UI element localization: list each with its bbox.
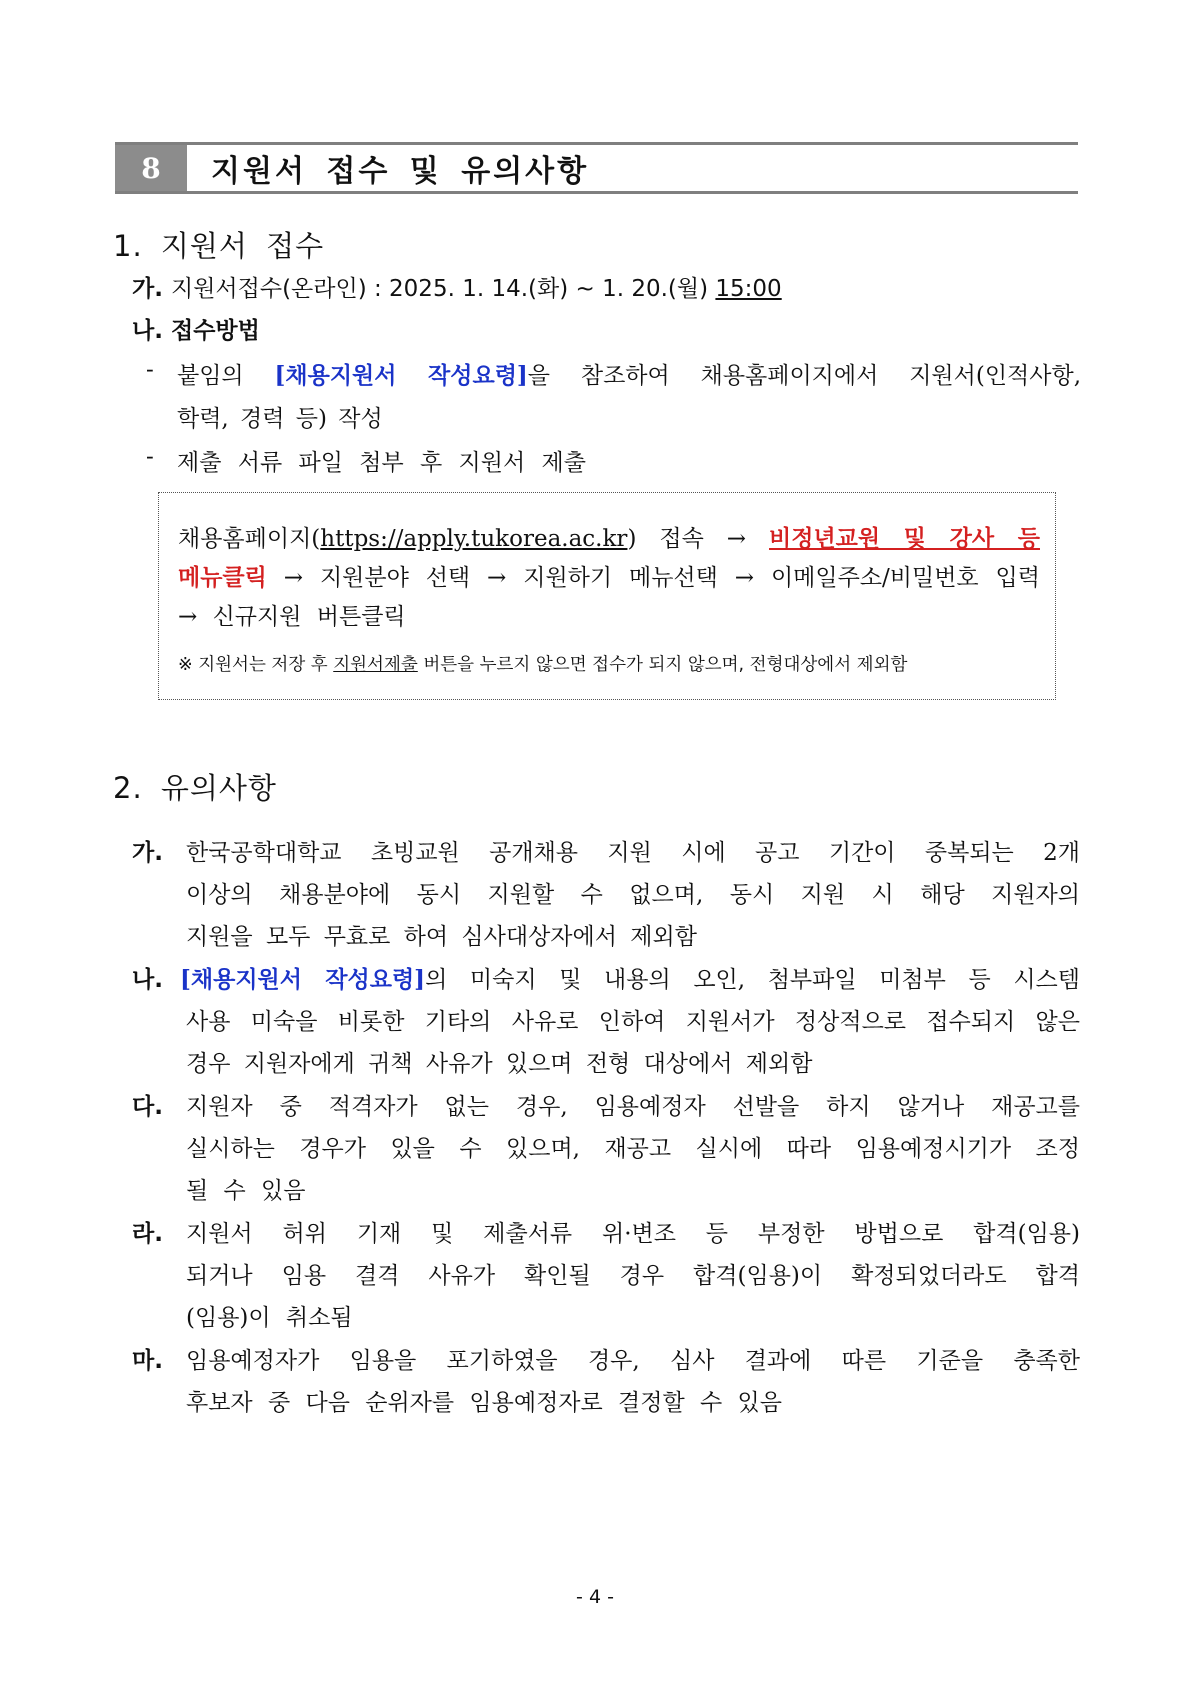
box-line-3: → 신규지원 버튼클릭 [178, 604, 406, 630]
bullet-file-attach: 제출 서류 파일 첨부 후 지원서 제출 [177, 450, 586, 476]
precaution-label-ga: 가. [132, 840, 163, 866]
precaution-na-line: 사용 미숙을 비롯한 기타의 사유로 인하여 지원서가 정상적으로 접수되지 않은 [186, 1009, 1080, 1035]
note-text: 버튼을 누르지 않으면 접수가 되지 않으며, 전형대상에서 제외함 [417, 655, 908, 675]
precaution-ga-line: 한국공학대학교 초빙교원 공개채용 지원 시에 공고 기간이 중복되는 2개 [186, 840, 1080, 866]
menu-click-highlight: 메뉴클릭 [178, 564, 267, 591]
item-label: 나. [132, 318, 163, 344]
precaution-label-ra: 라. [132, 1221, 163, 1247]
box-text: ) 접속 → [627, 526, 770, 552]
bullet-text: 붙임의 [177, 363, 275, 389]
box-note [178, 651, 907, 676]
section-number: 8 [115, 145, 187, 191]
submission-period-text: 지원서접수(온라인) : 2025. 1. 14.(화) ~ 1. 20.(월) [170, 276, 716, 302]
precaution-ma-line: 후보자 중 다음 순위자를 임용예정자로 결정할 수 있음 [186, 1390, 782, 1416]
precaution-na-line [180, 961, 1080, 994]
precaution-ga-line: 지원을 모두 무효로 하여 심사대상자에서 제외함 [186, 924, 697, 950]
box-line-1 [178, 520, 1040, 553]
precaution-da-line: 될 수 있음 [186, 1178, 306, 1204]
box-text: 채용홈페이지( [178, 526, 321, 552]
menu-highlight: 비정년교원 및 강사 등 [769, 525, 1040, 552]
guide-reference-link: [채용지원서 작성요령] [274, 362, 528, 389]
precaution-ga-line: 이상의 채용분야에 동시 지원할 수 없으며, 동시 지원 시 해당 지원자의 [186, 882, 1080, 908]
precaution-ra-line: 되거나 임용 결격 사유가 확인될 경우 합격(임용)이 확정되었더라도 합격 [186, 1263, 1080, 1289]
bullet-text-continued: 학력, 경력 등) 작성 [177, 406, 383, 432]
page-number: - 4 - [576, 1586, 614, 1608]
item-label: 가. [132, 276, 163, 302]
precaution-ra-line: (임용)이 취소됨 [186, 1305, 353, 1331]
note-text: ※ 지원서는 저장 후 [178, 655, 334, 675]
note-submit-button-name: 지원서제출 [333, 655, 418, 675]
heading-precautions: 2. 유의사항 [113, 771, 277, 805]
precaution-da-line: 지원자 중 적격자가 없는 경우, 임용예정자 선발을 하지 않거나 재공고를 [186, 1094, 1080, 1120]
precaution-ra-line: 지원서 허위 기재 및 제출서류 위·변조 등 부정한 방법으로 합격(임용) [186, 1221, 1080, 1247]
precaution-na-line: 경우 지원자에게 귀책 사유가 있으며 전형 대상에서 제외함 [186, 1051, 813, 1077]
precaution-text: 의 미숙지 및 내용의 오인, 첨부파일 미첨부 등 시스템 [425, 967, 1080, 993]
precaution-da-line: 실시하는 경우가 있을 수 있으며, 재공고 실시에 따라 임용예정시기가 조정 [186, 1136, 1080, 1162]
submission-deadline-time: 15:00 [715, 276, 782, 302]
bullet-dash: - [146, 357, 154, 383]
precaution-ma-line: 임용예정자가 임용을 포기하였을 경우, 심사 결과에 따른 기준을 충족한 [186, 1348, 1080, 1374]
box-text: → 지원분야 선택 → 지원하기 메뉴선택 → 이메일주소/비밀번호 입력 [266, 565, 1040, 591]
item-ga-submission-period [132, 270, 782, 303]
submission-method-text: 접수방법 [170, 318, 260, 344]
precaution-label-na: 나. [132, 967, 163, 993]
item-na-submission-method [132, 312, 260, 345]
precaution-label-da: 다. [132, 1094, 163, 1120]
bullet-attachment-guide [177, 357, 1081, 390]
heading-application-submission: 1. 지원서 접수 [113, 229, 325, 263]
guide-reference-link: [채용지원서 작성요령] [180, 966, 426, 993]
section-title: 지원서 접수 및 유의사항 [211, 154, 590, 189]
bullet-dash: - [146, 444, 154, 470]
box-line-2 [178, 559, 1040, 592]
recruitment-url-link[interactable]: https://apply.tukorea.ac.kr [320, 526, 628, 552]
bullet-text: 을 참조하여 채용홈페이지에서 지원서(인적사항, [527, 363, 1082, 389]
precaution-label-ma: 마. [132, 1348, 163, 1374]
section-header [115, 142, 1078, 194]
